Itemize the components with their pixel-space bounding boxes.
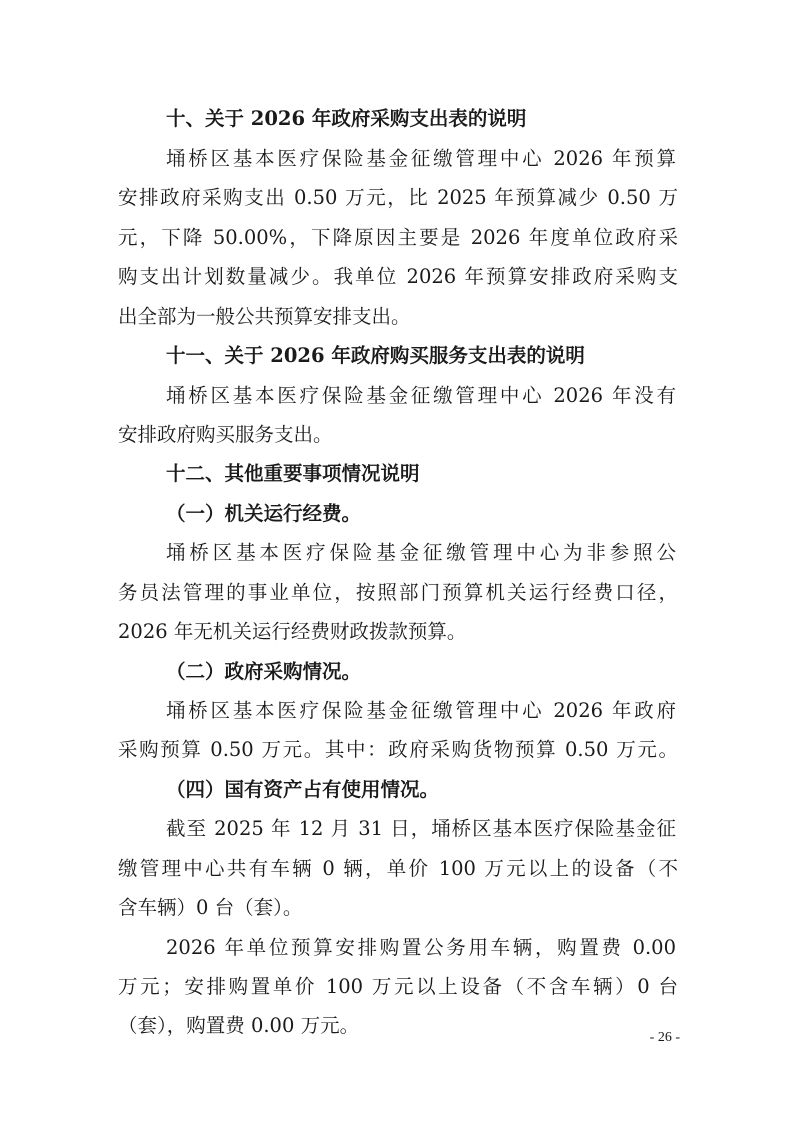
paragraph-line: 务员法管理的事业单位，按照部门预算机关运行经费口径， xyxy=(118,581,678,604)
subsection-heading-4: （四）国有资产占有使用情况。 xyxy=(166,778,440,801)
page-number: - 26 - xyxy=(649,1030,680,1045)
paragraph-line: 万元；安排购置单价 100 万元以上设备（不含车辆）0 台 xyxy=(118,975,678,998)
paragraph-line: 缴管理中心共有车辆 0 辆，单价 100 万元以上的设备（不 xyxy=(118,857,678,880)
paragraph-line: 购支出计划数量减少。我单位 2026 年预算安排政府采购支 xyxy=(118,265,678,288)
subsection-heading-2: （二）政府采购情况。 xyxy=(166,660,362,683)
paragraph-line: 安排政府购买服务支出。 xyxy=(118,423,333,446)
section-heading-11: 十一、关于 2026 年政府购买服务支出表的说明 xyxy=(166,344,585,367)
paragraph-line: （套），购置费 0.00 万元。 xyxy=(118,1014,360,1037)
paragraph-line: 安排政府采购支出 0.50 万元，比 2025 年预算减少 0.50 万 xyxy=(118,186,678,209)
paragraph-line: 元，下降 50.00%，下降原因主要是 2026 年度单位政府采 xyxy=(118,226,678,249)
section-heading-10: 十、关于 2026 年政府采购支出表的说明 xyxy=(166,107,527,130)
paragraph-line: 埇桥区基本医疗保险基金征缴管理中心 2026 年没有 xyxy=(166,384,676,407)
paragraph-line: 2026 年无机关运行经费财政拨款预算。 xyxy=(118,620,467,643)
paragraph-line: 埇桥区基本医疗保险基金征缴管理中心为非参照公 xyxy=(166,541,676,564)
paragraph-line: 2026 年单位预算安排购置公务用车辆，购置费 0.00 xyxy=(166,936,676,959)
paragraph-line: 含车辆）0 台（套）。 xyxy=(118,896,303,919)
paragraph-line: 埇桥区基本医疗保险基金征缴管理中心 2026 年政府 xyxy=(166,699,676,722)
subsection-heading-1: （一）机关运行经费。 xyxy=(166,502,362,525)
paragraph-line: 截至 2025 年 12 月 31 日，埇桥区基本医疗保险基金征 xyxy=(166,817,676,840)
section-heading-12: 十二、其他重要事项情况说明 xyxy=(166,462,420,485)
paragraph-line: 采购预算 0.50 万元。其中：政府采购货物预算 0.50 万元。 xyxy=(118,738,678,761)
paragraph-line: 出全部为一般公共预算安排支出。 xyxy=(118,305,411,328)
paragraph-line: 埇桥区基本医疗保险基金征缴管理中心 2026 年预算 xyxy=(166,147,676,170)
